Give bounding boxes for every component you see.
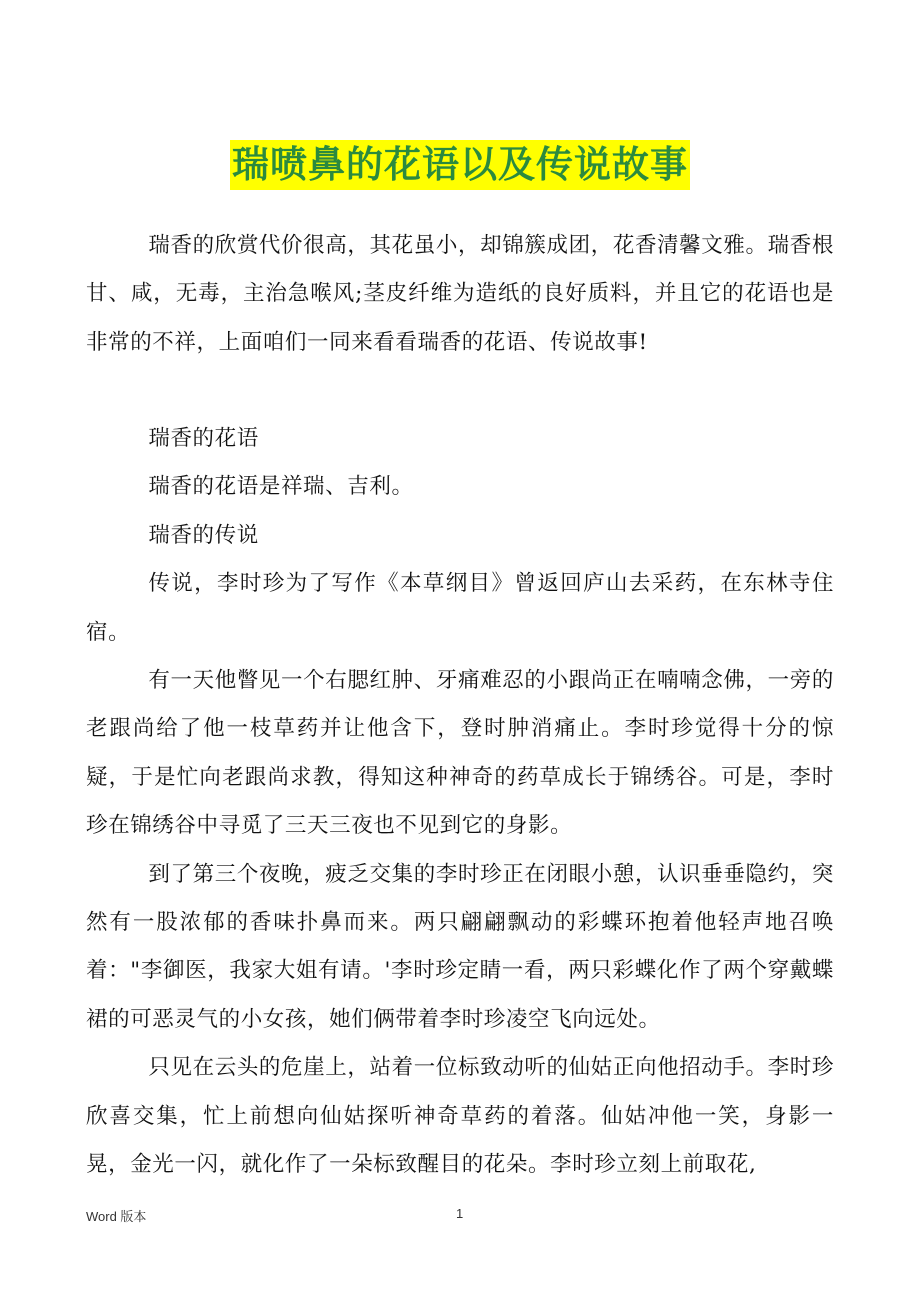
heading-legend: 瑞香的传说: [148, 522, 259, 548]
main-content: [86, 415, 834, 1190]
intro-paragraph: 瑞香的欣赏代价很高，其花虽小，却锦簇成团，花香清馨文雅。瑞香根甘、咸，无毒，主治急喉风;茎皮纤维为造纸的良好质料，并且它的花语也是非常的不祥，上面咱们一同来看看瑞香的花语、传说故事!: [86, 233, 834, 355]
paragraph-legend-4: 只见在云头的危崖上，站着一位标致动听的仙姑正向他招动手。李时珍欣喜交集，忙上前想向仙姑探听神奇草药的着落。仙姑冲他一笑，身影一晃，金光一闪，就化作了一朵标致醒目的花朵。李时珍立刻上前取花,: [86, 1055, 834, 1178]
paragraph-legend-1: 传说，李时珍为了写作《本草纲目》曾返回庐山去采药，在东林寺住宿。: [86, 571, 834, 645]
footer-label: Word 版本: [86, 1209, 147, 1224]
intro-section: [86, 222, 834, 367]
heading-flower-language: 瑞香的花语: [148, 426, 259, 451]
paragraph-legend-2: 有一天他瞥见一个右腮红肿、牙痛难忍的小跟尚正在喃喃念佛，一旁的老跟尚给了他一枝草药并让他含下，登时肿消痛止。李时珍觉得十分的惊疑，于是忙向老跟尚求教，得知这种神奇的药草成长于锦绣谷。可是，李时珍在锦绣谷中寻觅了三天三夜也不见到它的身影。: [86, 668, 834, 839]
paragraph-legend-3: 到了第三个夜晚，疲乏交集的李时珍正在闭眼小憩，认识垂垂隐约，突然有一股浓郁的香味扑鼻而来。两只翩翩飘动的彩蝶环抱着他轻声地召唤着："李御医，我家大姐有请。'李时珍定睛一看，两只彩蝶化作了两个穿戴蝶裙的可恶灵气的小女孩，她们俩带着李时珍凌空飞向远处。: [86, 861, 834, 1032]
title-container: [0, 140, 920, 190]
paragraph-flower-meaning: 瑞香的花语是祥瑞、吉利。: [148, 474, 414, 500]
document-title: 瑞喷鼻的花语以及传说故事: [230, 140, 690, 190]
page-number: 1: [456, 1206, 464, 1221]
